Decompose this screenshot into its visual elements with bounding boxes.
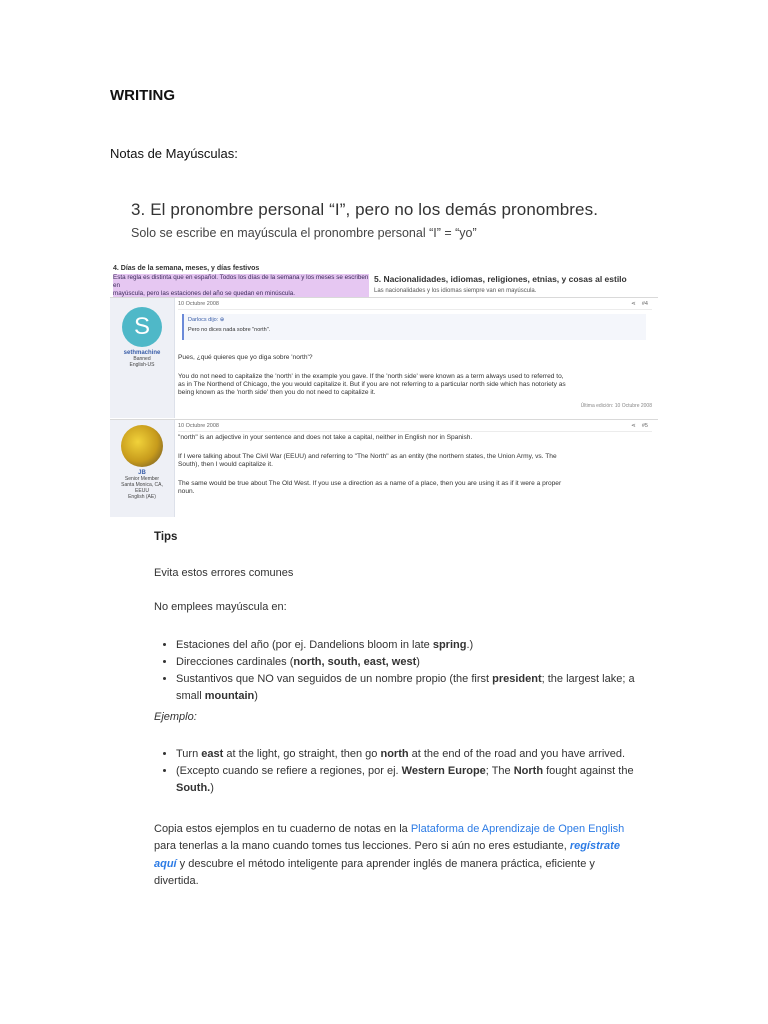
copy-paragraph: Copia estos ejemplos en tu cuaderno de notas en la Plataforma de Aprendizaje de Open English para tenerlas a la mano cuando tomes tus lecciones. Pero si aún no eres estudiante, regístrate aquí y descubre el método inteligente para aprender inglés de manera práctica, eficiente y divertida. [154, 823, 625, 887]
rule4-line2: mayúscula, pero las estaciones del año se quedan en minúscula. [113, 290, 369, 298]
rule4-line1: Esta regla es distinta que en español. Todos los días de la semana y los meses se escriben en [113, 274, 369, 289]
post-body [178, 298, 652, 418]
user-language: English-US [129, 362, 155, 368]
user-location: Santa Monica, CA, [121, 482, 163, 488]
username-link[interactable]: JB [138, 470, 146, 476]
rule4-heading: 4. Días de la semana, meses, y días festivos [113, 265, 260, 272]
post-edited-note: Última edición: 10 Octubre 2008 [580, 403, 652, 409]
document-title: WRITING [110, 87, 175, 104]
post-quote [182, 314, 646, 340]
example-label: Ejemplo: [154, 711, 197, 723]
example-list [154, 746, 636, 797]
post-text-line: Pues, ¿qué quieres que yo diga sobre 'north'? [178, 354, 313, 361]
post-text-line: South), then I would capitalize it. [178, 461, 273, 468]
share-icon[interactable]: ⋖ [631, 423, 636, 429]
user-location: EEUU [135, 488, 149, 494]
register-link[interactable]: regístrate aquí [154, 840, 620, 870]
user-panel [110, 298, 175, 418]
post-date: 10 Octubre 2008 [178, 423, 219, 429]
rule3-heading: 3. El pronombre personal “I”, pero no los demás pronombres. [131, 200, 599, 219]
list-item: • Direcciones cardinales (north, south, east, west) [176, 654, 636, 671]
document-subtitle: Notas de Mayúsculas: [110, 146, 238, 161]
quote-text: Pero no dices nada sobre "north". [188, 327, 271, 333]
rule5-subtitle: Las nacionalidades y los idiomas siempre van en mayúscula. [374, 288, 537, 294]
forum-thread-screenshot [110, 297, 658, 517]
user-panel [110, 420, 175, 517]
tips-rule: No emplees mayúscula en: [154, 601, 287, 613]
post-text-line: "north" is an adjective in your sentence and does not take a capital, neither in English nor in Spanish. [178, 434, 473, 441]
user-role: Senior Member [124, 476, 160, 482]
avatar [121, 425, 163, 467]
share-icon[interactable]: ⋖ [631, 301, 636, 307]
post-number[interactable]: ⋖ #5 [631, 423, 648, 429]
post-meta [178, 423, 652, 432]
user-role: Banned [133, 356, 151, 362]
list-item: • (Excepto cuando se refiere a regiones, por ej. Western Europe; The North fought against the South.) [176, 763, 636, 797]
forum-post [110, 298, 658, 418]
username-link[interactable]: sethmachine [123, 350, 161, 356]
list-item: • Sustantivos que NO van seguidos de un nombre propio (the first president; the largest lake; a small mountain) [176, 671, 636, 705]
user-language: English (AE) [128, 494, 156, 500]
avatar: S [122, 307, 162, 347]
tips-heading: Tips [154, 531, 178, 543]
post-text-line: The same would be true about The Old West. If you use a direction as a name of a place, then you are using it as if it were a proper [178, 480, 562, 487]
list-item: • Turn east at the light, go straight, then go north at the end of the road and you have arrived. [176, 746, 636, 763]
post-text-line: as in The Northend of Chicago, the you would capitalize it. But if you are not referring to a particular north side which has notoriety as [178, 381, 566, 388]
rule5-block [374, 274, 627, 294]
platform-link[interactable]: Plataforma de Aprendizaje de Open English [410, 823, 625, 835]
rule5-heading: 5. Nacionalidades, idiomas, religiones, etnias, y cosas al estilo [374, 274, 627, 284]
forum-post [110, 419, 658, 517]
rule4-block [113, 265, 369, 298]
post-date: 10 Octubre 2008 [178, 301, 219, 307]
post-body [178, 420, 652, 517]
post-meta [178, 301, 652, 310]
quote-author[interactable]: Darlocs dijo: ⊕ [188, 317, 225, 323]
post-text-line: noun. [178, 488, 195, 495]
tips-intro: Evita estos errores comunes [154, 567, 294, 579]
post-text-line: You do not need to capitalize the 'north' in the example you gave. If the 'north side' were known as a term always used to referred to, [178, 373, 564, 380]
rule3-subtitle: Solo se escribe en mayúscula el pronombre personal “I” = “yo” [131, 226, 477, 240]
tips-list [154, 637, 636, 705]
post-number[interactable]: ⋖ #4 [631, 301, 648, 307]
list-item: • Estaciones del año (por ej. Dandelions bloom in late spring.) [176, 637, 636, 654]
post-text-line: being known as the 'north side' then you do not need to capitalize it. [178, 389, 376, 396]
post-text-line: If I were talking about The Civil War (EEUU) and referring to "The North" as an entity (the northern states, the Union Army, vs. The [178, 453, 557, 460]
